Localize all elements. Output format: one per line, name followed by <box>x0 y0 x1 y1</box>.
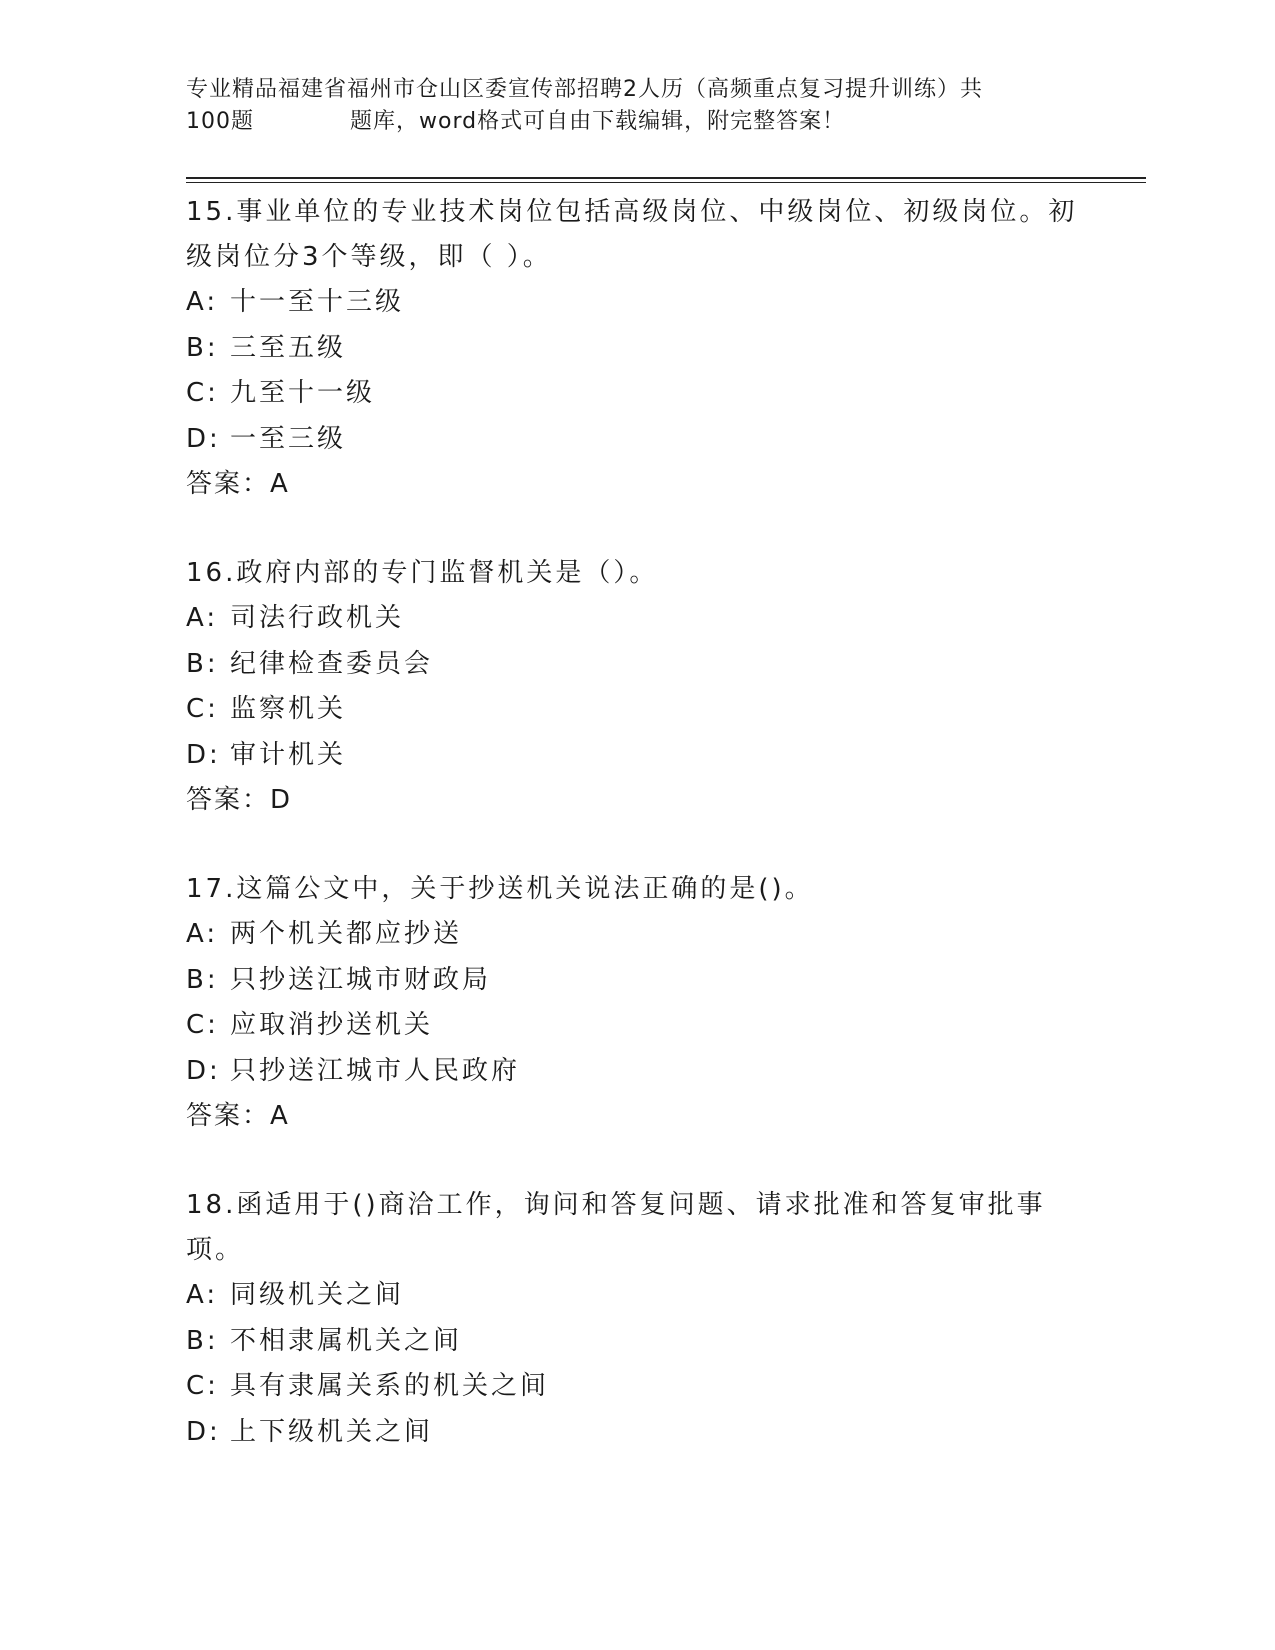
option-d <box>186 417 1086 463</box>
option-text: 具有隶属关系的机关之间 <box>230 1371 550 1401</box>
question-stem: 这篇公文中，关于抄送机关说法正确的是()。 <box>236 874 814 904</box>
option-text: 纪律检查委员会 <box>230 648 434 679</box>
question-text <box>186 1183 1086 1273</box>
option-text: 同级机关之间 <box>230 1280 405 1310</box>
question-16 <box>186 551 1086 823</box>
option-letter: C: <box>186 378 219 408</box>
header-title-line-2 <box>186 106 1066 138</box>
answer-line: 答案：A <box>186 1101 290 1131</box>
option-letter: B: <box>186 964 219 995</box>
option-text: 应取消抄送机关 <box>230 1010 434 1040</box>
option-b <box>186 1319 1086 1365</box>
option-letter: B: <box>186 332 219 363</box>
option-letter: D: <box>186 423 221 454</box>
option-d <box>186 1049 1086 1095</box>
header-divider-thin <box>186 182 1146 183</box>
question-text <box>186 867 1086 912</box>
option-letter: C: <box>186 694 219 724</box>
header-description: 题库，word格式可自由下载编辑，附完整答案！ <box>350 109 846 134</box>
option-letter: A: <box>186 919 219 949</box>
option-text: 三至五级 <box>230 332 347 363</box>
option-text: 十一至十三级 <box>230 287 405 317</box>
option-b <box>186 642 1086 688</box>
option-letter: D: <box>186 739 221 770</box>
option-text: 九至十一级 <box>230 378 376 408</box>
question-17 <box>186 867 1086 1139</box>
header-question-count: 100题 <box>186 109 254 134</box>
question-list <box>186 190 1086 1499</box>
question-text <box>186 551 1086 596</box>
question-15 <box>186 190 1086 507</box>
answer-line: 答案：A <box>186 469 290 499</box>
option-c <box>186 687 1086 733</box>
option-text: 一至三级 <box>230 423 347 454</box>
header-title-line-1: 专业精品福建省福州市仓山区委宣传部招聘2人历（高频重点复习提升训练）共 <box>186 77 983 102</box>
question-stem: 事业单位的专业技术岗位包括高级岗位、中级岗位、初级岗位。初级岗位分3个等级，即（ ）。 <box>186 197 1078 272</box>
option-b <box>186 326 1086 372</box>
question-number: 15. <box>186 197 237 227</box>
option-letter: A: <box>186 287 219 317</box>
option-d <box>186 733 1086 779</box>
question-stem: 函适用于()商洽工作，询问和答复问题、请求批准和答复审批事项。 <box>186 1190 1046 1265</box>
option-letter: C: <box>186 1371 219 1401</box>
option-text: 只抄送江城市财政局 <box>230 964 492 995</box>
question-number: 18. <box>186 1190 237 1220</box>
option-letter: A: <box>186 603 219 633</box>
option-letter: D: <box>186 1416 221 1447</box>
question-text <box>186 190 1086 280</box>
question-number: 16. <box>186 558 237 588</box>
option-c <box>186 371 1086 417</box>
option-text: 上下级机关之间 <box>230 1416 434 1447</box>
question-number: 17. <box>186 874 237 904</box>
option-text: 两个机关都应抄送 <box>230 919 463 949</box>
question-stem: 政府内部的专门监督机关是（）。 <box>236 558 659 588</box>
option-text: 不相隶属机关之间 <box>230 1325 463 1356</box>
option-d <box>186 1410 1086 1456</box>
option-text: 监察机关 <box>230 694 347 724</box>
option-letter: C: <box>186 1010 219 1040</box>
option-a <box>186 280 1086 326</box>
option-text: 审计机关 <box>230 739 347 770</box>
option-text: 只抄送江城市人民政府 <box>230 1055 521 1086</box>
option-a <box>186 912 1086 958</box>
option-letter: B: <box>186 1325 219 1356</box>
option-letter: A: <box>186 1280 219 1310</box>
option-a <box>186 1273 1086 1319</box>
answer-line: 答案：D <box>186 785 293 815</box>
header-divider <box>186 177 1146 179</box>
option-letter: B: <box>186 648 219 679</box>
option-letter: D: <box>186 1055 221 1086</box>
option-a <box>186 596 1086 642</box>
option-b <box>186 958 1086 1004</box>
option-c <box>186 1364 1086 1410</box>
option-c <box>186 1003 1086 1049</box>
option-text: 司法行政机关 <box>230 603 405 633</box>
document-header <box>186 74 1066 138</box>
question-18 <box>186 1183 1086 1455</box>
